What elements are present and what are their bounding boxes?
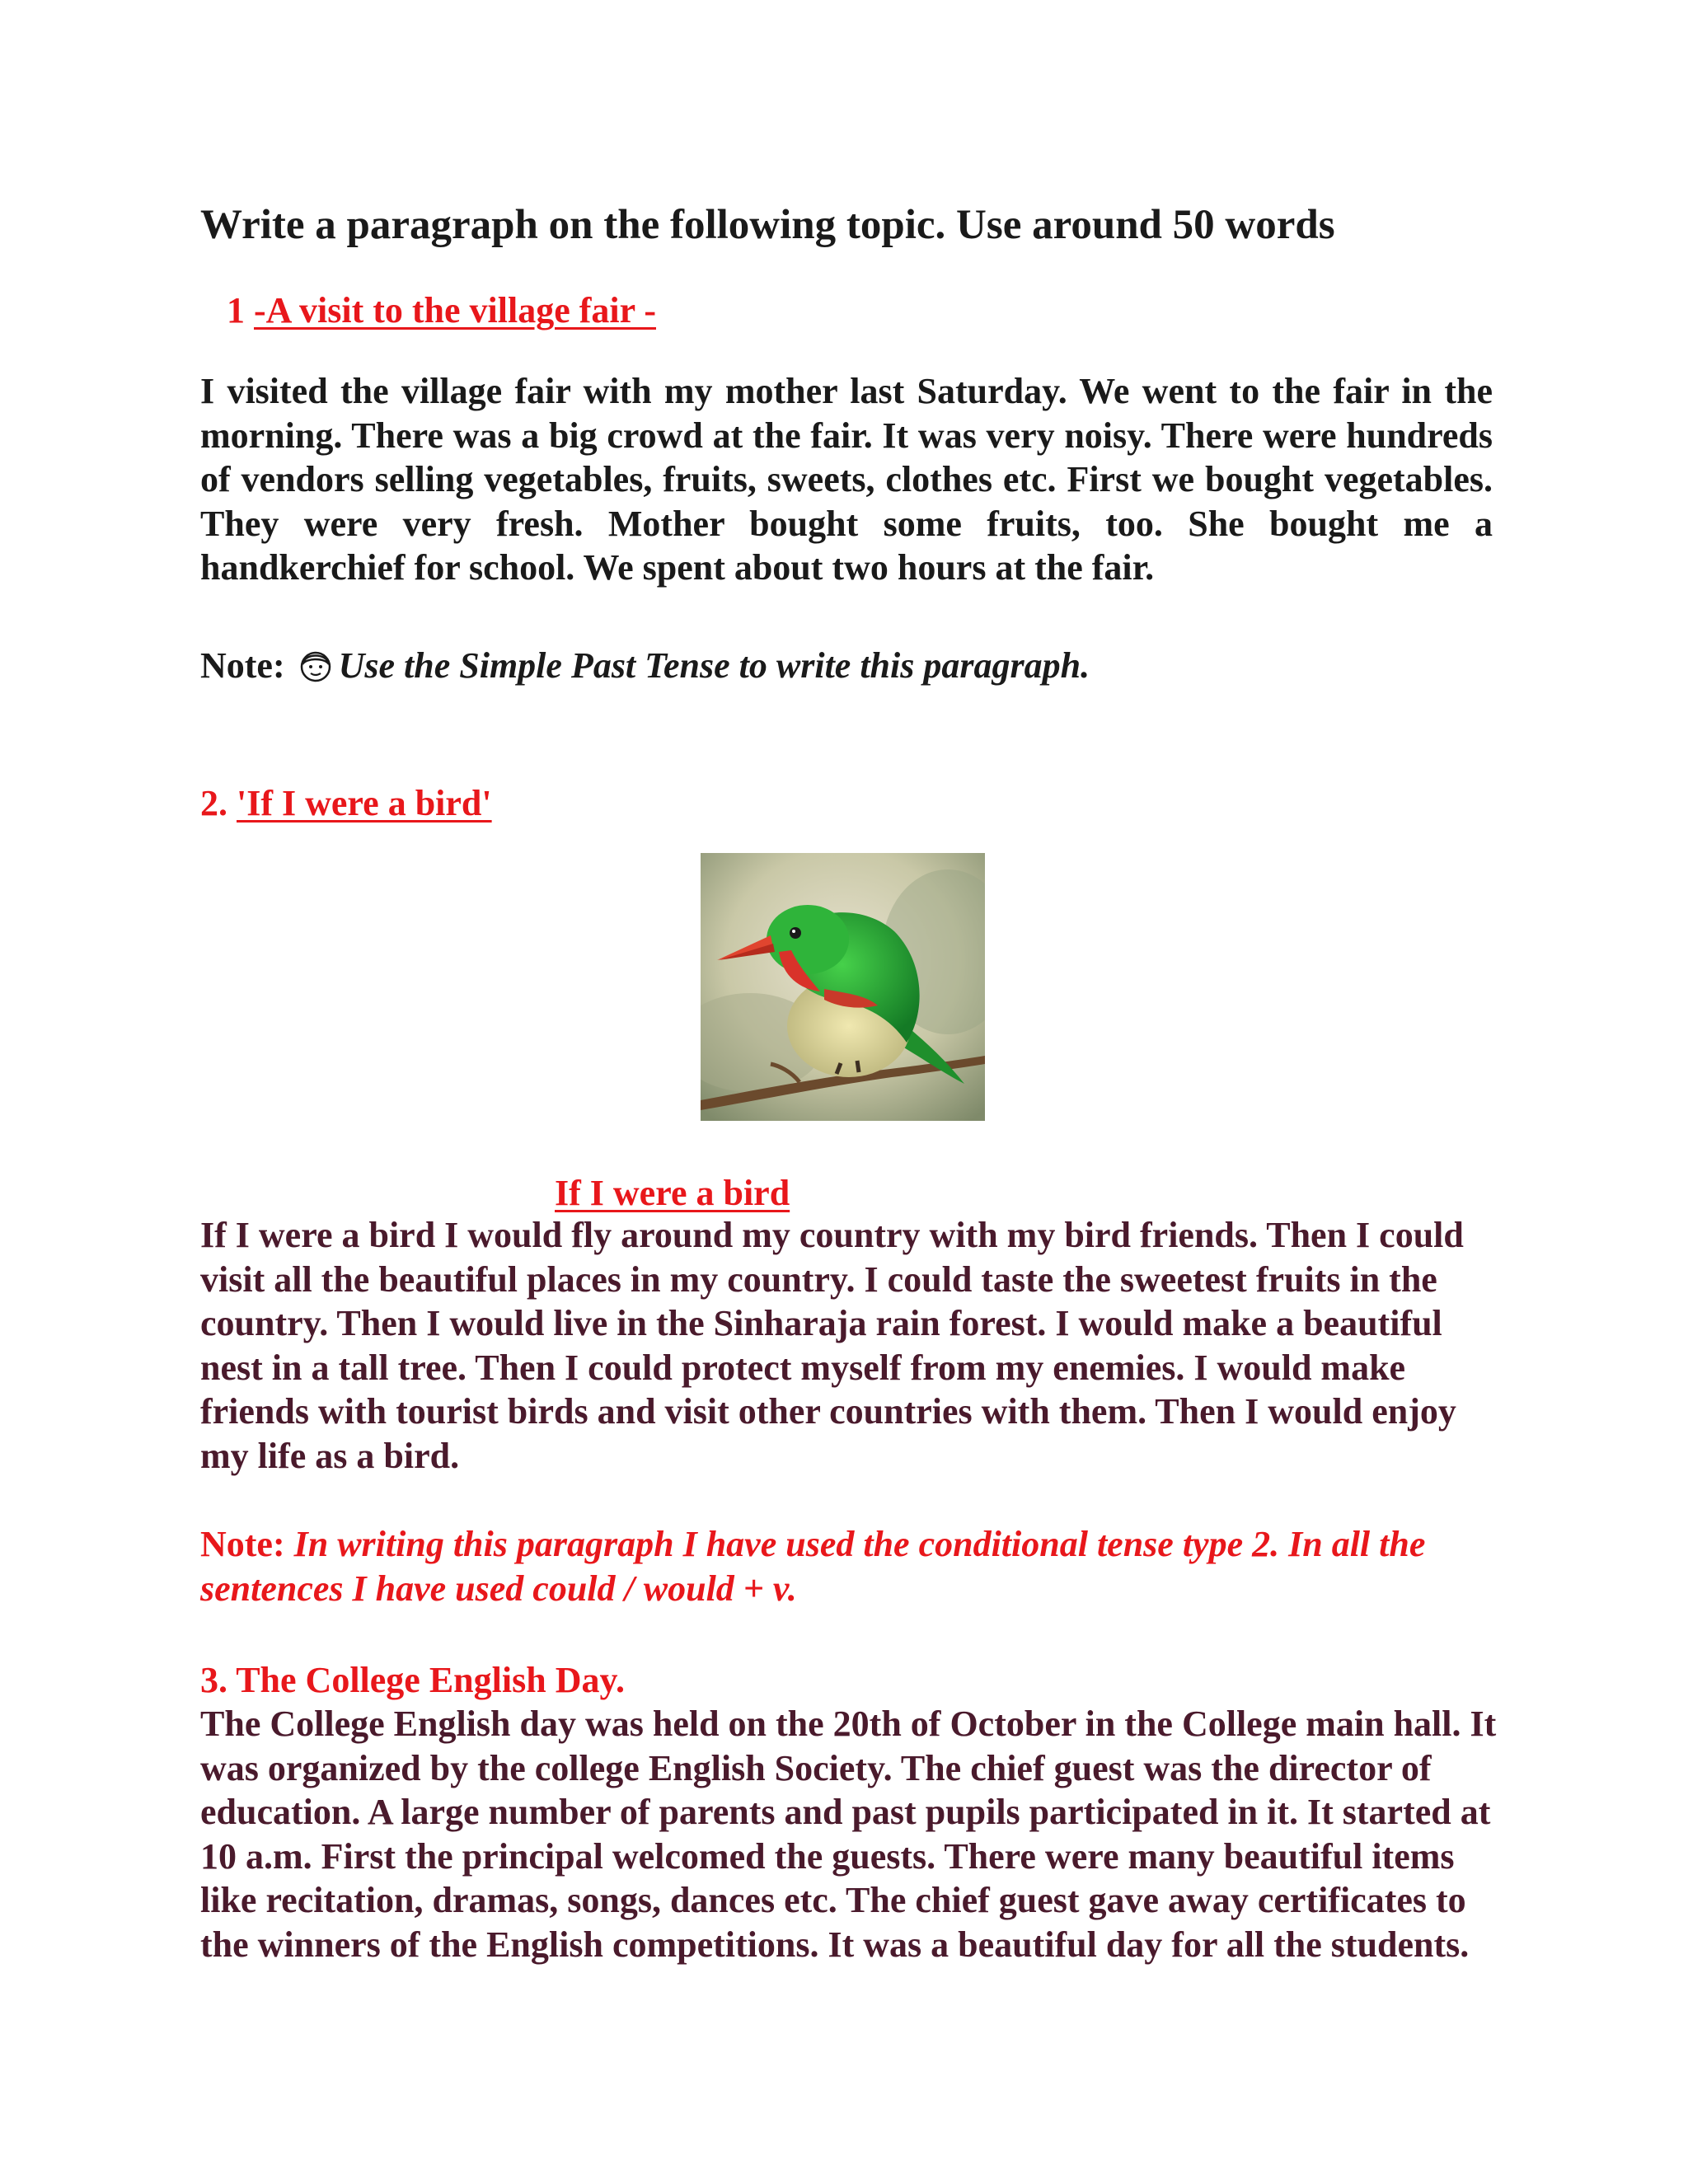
bird-photo — [701, 853, 985, 1121]
section1-heading-text: -A visit to the village fair - — [254, 290, 656, 330]
section3-heading: 3. The College English Day. — [200, 1660, 626, 1700]
note-label: Note: — [200, 645, 285, 686]
section1-heading — [227, 286, 656, 335]
section1-paragraph: I visited the village fair with my mother last Saturday. We went to the fair in the morning. There was a big crowd at the fair. It was very noisy. There were hundreds of vendors selling vegetables, fruits, sweets, clothes etc. First we bought vegetables. They were very fresh. Mother bought some fruits, too. She bought me a handkerchief for school. We spent about two hours at the fair. — [200, 371, 1493, 588]
section2-heading — [200, 779, 492, 828]
note-label: Note: — [200, 1524, 285, 1564]
section2-heading-text: 'If I were a bird' — [237, 783, 492, 823]
section1-note — [200, 641, 1090, 691]
section2-number: 2. — [200, 783, 237, 823]
note-text: Use the Simple Past Tense to write this paragraph. — [338, 645, 1090, 686]
face-icon — [298, 648, 334, 684]
page-title: Write a paragraph on the following topic. Use around 50 words — [200, 202, 1335, 248]
section2-title: If I were a bird — [555, 1173, 790, 1213]
section1-number: 1 — [227, 290, 254, 330]
section2-note — [200, 1522, 1503, 1610]
note-text: In writing this paragraph I have used the conditional tense type 2. In all the sentences I have used could / would + v. — [200, 1524, 1426, 1609]
section2-paragraph: If I were a bird I would fly around my country with my bird friends. Then I could visit all the beautiful places in my country. I could taste the sweetest fruits in the country. Then I would live in the Sinharaja rain forest. I would make a beautiful nest in a tall tree. Then I could protect myself from my enemies. I would make friends with tourist birds and visit other countries with them. Then I would enjoy my life as a bird. — [200, 1215, 1464, 1476]
section3-paragraph: The College English day was held on the 20th of October in the College main hall. It was organized by the college English Society. The chief guest was the director of education. A large number of parents and past pupils participated in it. It started at 10 a.m. First the principal welcomed the guests. There were many beautiful items like recitation, dramas, songs, dances etc. The chief guest gave away certificates to the winners of the English competitions. It was a beautiful day for all the students. — [200, 1704, 1497, 1965]
